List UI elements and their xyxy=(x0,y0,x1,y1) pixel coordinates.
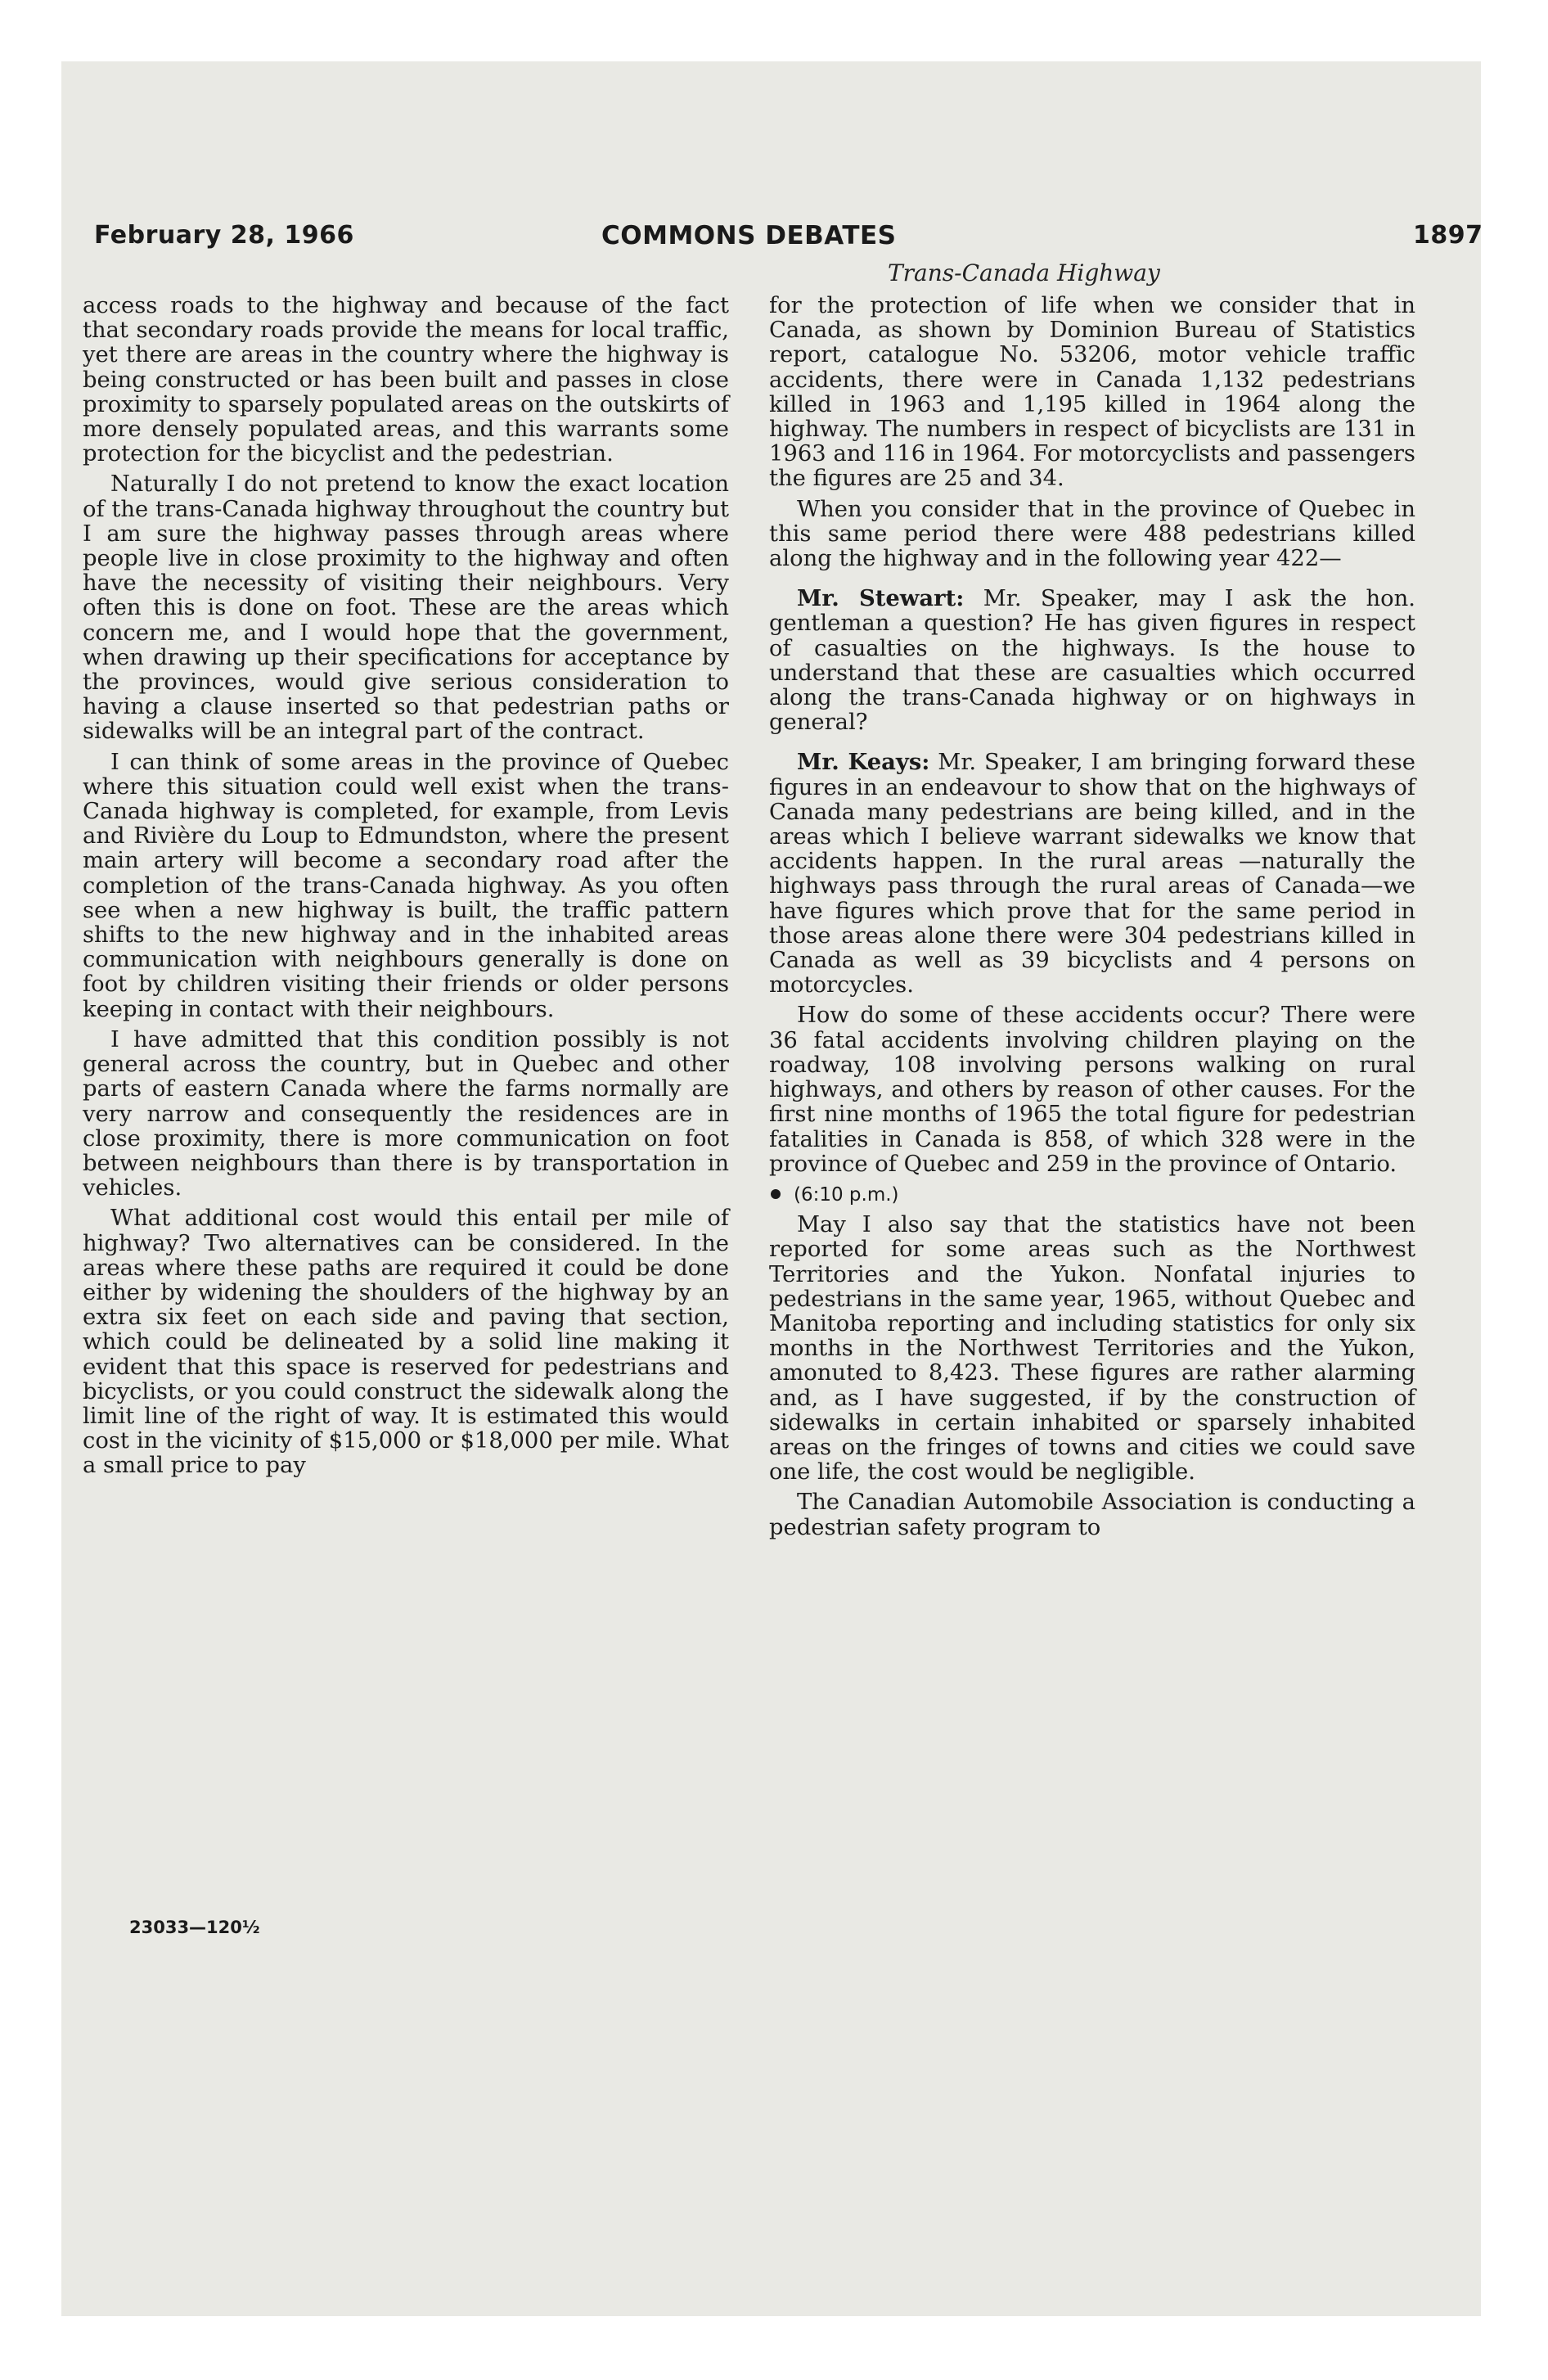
bullet-icon xyxy=(771,1189,781,1199)
paragraph: for the protection of life when we consider that in Canada, as shown by Dominion Bureau of Statistics report, catalogue No. 53206, motor vehicle traffic accidents, there were in Canada 1,132 pedestrians killed in 1963 and 1,195 killed in 1964 along the highway. The numbers in respect of bicyclists are 131 in 1963 and 116 in 1964. For motorcyclists and passengers the figures are 25 and 34. xyxy=(769,293,1415,492)
page-number: 1897 xyxy=(1413,221,1483,250)
paragraph: access roads to the highway and because of the fact that secondary roads provide the means for local traffic, yet there are areas in the country where the highway is being constructed or has been built and passes in close proximity to sparsely populated areas on the outskirts of more densely populated areas, and this warrants some protection for the bicyclist and the pedestrian. xyxy=(83,293,729,467)
speaker-name: Mr. Keays: xyxy=(797,749,930,776)
section-subheading: Trans-Canada Highway xyxy=(888,259,1160,286)
header-title: COMMONS DEBATES xyxy=(601,221,897,250)
paragraph: May I also say that the statistics have not been reported for some areas such as the Northwest Territories and the Yukon. Nonfatal injuries to pedestrians in the same year, 1965, without Quebec and Manitoba reporting and including statistics for only six months in the Northwest Territories and the Yukon, amonuted to 8,423. These figures are rather alarming and, as I have suggested, if by the construction of sidewalks in certain inhabited or sparsely inhabited areas on the fringes of towns and cities we could save one life, the cost would be negligible. xyxy=(769,1212,1415,1485)
paragraph: The Canadian Automobile Association is conducting a pedestrian safety program to xyxy=(769,1490,1415,1540)
paragraph: Naturally I do not pretend to know the exact location of the trans-Canada highway throughout the country but I am sure the highway passes through areas where people live in close proximity to the highway and often have the necessity of visiting their neighbours. Very often this is done on foot. These are the areas which concern me, and I would hope that the government, when drawing up their specifications for acceptance by the provinces, would give serious consideration to having a clause inserted so that pedestrian paths or sidewalks will be an integral part of the contract. xyxy=(83,471,729,745)
printer-footnote: 23033—120½ xyxy=(129,1918,260,1937)
paragraph: How do some of these accidents occur? There were 36 fatal accidents involving children playing on the roadway, 108 involving persons walking on rural highways, and others by reason of other causes. For the first nine months of 1965 the total figure for pedestrian fatalities in Canada is 858, of which 328 were in the province of Quebec and 259 in the province of Ontario. xyxy=(769,1003,1415,1177)
scanned-page xyxy=(61,61,1481,2316)
header-date: February 28, 1966 xyxy=(94,221,354,250)
left-column xyxy=(83,294,729,1485)
speech-text: Mr. Speaker, may I ask the hon. gentleman a question? He has given figures in respect of casualties on the highways. Is the house to understand that these are casualties which occurred along the trans-Canada highway or on highways in general? xyxy=(769,586,1415,736)
speaker-name: Mr. Stewart: xyxy=(797,585,965,612)
paragraph: What additional cost would this entail per mile of highway? Two alternatives can be considered. In the areas where these paths are required it could be done either by widening the shoulders of the highway by an extra six feet on each side and paving that section, which could be delineated by a solid line making it evident that this space is reserved for pedestrians and bicyclists, or you could construct the sidewalk along the limit line of the right of way. It is estimated this would cost in the vicinity of $15,000 or $18,000 per mile. What a small price to pay xyxy=(83,1206,729,1479)
speech-text: Mr. Speaker, I am bringing forward these figures in an endeavour to show that on the highways of Canada many pedestrians are being killed, and in the areas which I believe warrant sidewalks we know that accidents happen. In the rural areas —naturally the highways pass through the rural areas of Canada—we have figures which prove that for the same period in those areas alone there were 304 pedestrians killed in Canada as well as 39 bicyclists and 4 persons on motorcycles. xyxy=(769,750,1415,998)
speech-keays xyxy=(769,750,1415,998)
paragraph: I have admitted that this condition possibly is not general across the country, but in Quebec and other parts of eastern Canada where the farms normally are very narrow and consequently the residences are in close proximity, there is more communication on foot between neighbours than there is by transportation in vehicles. xyxy=(83,1026,729,1201)
speech-stewart xyxy=(769,586,1415,735)
time-text: (6:10 p.m.) xyxy=(794,1183,899,1206)
time-marker xyxy=(769,1183,1415,1207)
right-column xyxy=(769,294,1415,1546)
paragraph: When you consider that in the province of Quebec in this same period there were 488 pedestrians killed along the highway and in the following year 422— xyxy=(769,496,1415,572)
paragraph: I can think of some areas in the province of Quebec where this situation could well exist when the trans-Canada highway is completed, for example, from Levis and Rivière du Loup to Edmundston, where the present main artery will become a secondary road after the completion of the trans-Canada highway. As you often see when a new highway is built, the traffic pattern shifts to the new highway and in the inhabited areas communication with neighbours generally is done on foot by children visiting their friends or older persons keeping in contact with their neighbours. xyxy=(83,749,729,1022)
